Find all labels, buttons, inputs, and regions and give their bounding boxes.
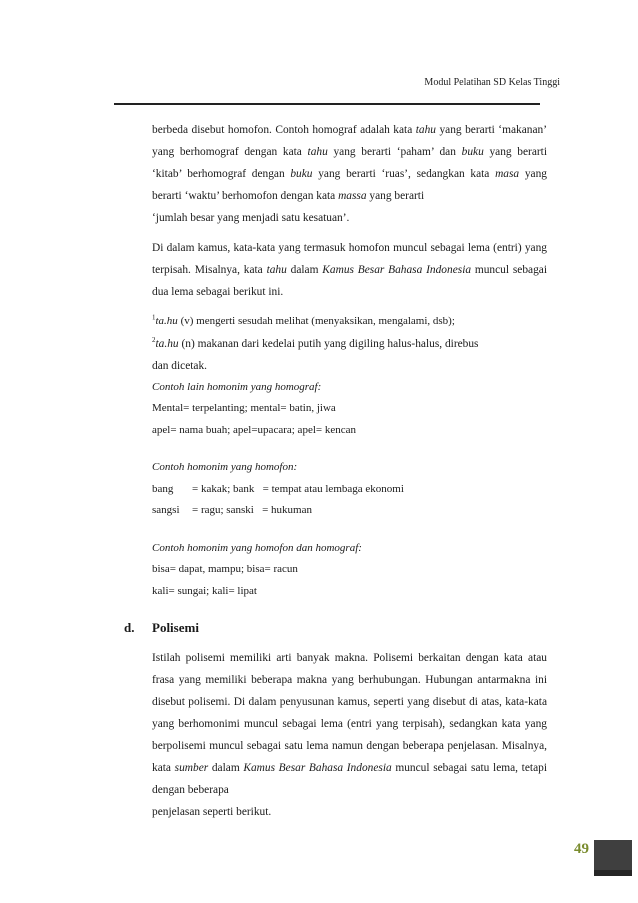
text: dalam (286, 264, 323, 276)
dictionary-entry (152, 311, 547, 333)
entry-definition: (n) makanan dari kedelai putih yang digiling halus-halus, direbus (178, 337, 479, 350)
homophone-title: Contoh homonim yang homofon: (152, 461, 298, 473)
italic-term: buku (290, 168, 313, 180)
section-body (152, 647, 547, 823)
meaning: = kakak; bank (192, 482, 255, 495)
text: Di dalam kamus, kata-kata yang termasuk homofon muncul sebagai lema (entri) yang terpisah. Misalnya, kata (152, 242, 547, 276)
section-title: Polisemi (152, 620, 199, 635)
entry-word: ta.hu (155, 315, 178, 327)
meaning: = ragu; sanski (192, 504, 254, 516)
text: dalam (208, 762, 244, 774)
italic-term: masa (495, 168, 520, 180)
paragraph-polisemi (152, 647, 547, 823)
text: yang berarti ‘makanan’ yang berhomograf dengan kata (152, 124, 547, 158)
italic-term: Kamus Besar Bahasa Indonesia (243, 762, 392, 774)
italic-term: buku (461, 146, 484, 158)
entry-superscript: 2 (152, 335, 156, 344)
text: yang berarti ‘waktu’ berhomofon dengan kata (152, 168, 547, 202)
dictionary-entry (152, 333, 547, 377)
entry-definition: dan dicetak. (152, 359, 208, 372)
running-header: Modul Pelatihan SD Kelas Tinggi (424, 77, 560, 88)
italic-term: tahu (307, 146, 328, 158)
homophone-homograph-example-line: kali= sungai; kali= lipat (152, 584, 257, 597)
text: yang berarti ‘kitab’ berhomograf dengan (152, 146, 547, 180)
homophone-example-row (152, 500, 547, 522)
text: Istilah polisemi memiliki arti banyak makna. Polisemi berkaitan dengan kata atau frasa yang memiliki beberapa makna yang berhubungan. Hubungan antarmakna ini disebut polisemi. Di dalam penyusunan kamus, seperti yang disebut di atas, kata-kata yang berhomonimi muncul sebagai lema (entri yang terpisah), sedangkan kata yang berpolisemi muncul sebagai satu lema namun dengan beberapa penjelasan. Misalnya, kata (152, 652, 547, 774)
page-number: 49 (574, 841, 589, 857)
section-heading-polisemi (124, 618, 199, 638)
homophone-homograph-title: Contoh homonim yang homofon dan homograf: (152, 541, 362, 554)
entry-superscript: 1 (152, 313, 156, 322)
meaning: = hukuman (262, 504, 312, 516)
section-letter: d. (124, 620, 135, 635)
entry-definition: (v) mengerti sesudah melihat (menyaksikan, mengalami, dsb); (177, 315, 455, 327)
homograph-title: Contoh lain homonim yang homograf: (152, 380, 322, 393)
homograph-example-line: Mental= terpelanting; mental= batin, jiwa (152, 402, 336, 414)
word: bang (152, 482, 174, 495)
entry-word: ta.hu (155, 337, 179, 350)
text: muncul sebagai dua lema sebagai berikut ini. (152, 264, 548, 298)
italic-term: Kamus Besar Bahasa Indonesia (322, 264, 472, 276)
italic-term: massa (338, 190, 367, 202)
paragraph-homograph-examples (152, 119, 547, 229)
page-number-block-edge (594, 870, 632, 876)
header-rule (114, 103, 540, 105)
homograph-example-line: apel= nama buah; apel=upacara; apel= kencan (152, 423, 356, 436)
homophone-example-row (152, 479, 547, 501)
italic-term: sumber (174, 762, 209, 774)
italic-term: tahu (415, 124, 437, 136)
text: ‘jumlah besar yang menjadi satu kesatuan’. (152, 212, 350, 224)
text: yang berarti ‘ruas’, sedangkan kata (312, 168, 496, 180)
italic-term: tahu (266, 264, 287, 276)
homophone-homograph-example-line: bisa= dapat, mampu; bisa= racun (152, 563, 298, 575)
text: yang berarti (366, 190, 425, 202)
paragraph-homophone-dictionary (152, 237, 547, 303)
meaning: = tempat atau lembaga ekonomi (262, 482, 404, 495)
word: sangsi (152, 504, 180, 516)
text: muncul sebagai satu lema, tetapi dengan beberapa (152, 762, 547, 796)
text: berbeda disebut homofon. Contoh homograf adalah kata (152, 124, 416, 136)
text: yang berarti ‘paham’ dan (327, 146, 462, 158)
text: penjelasan seperti berikut. (152, 806, 272, 818)
page-content (152, 119, 547, 602)
